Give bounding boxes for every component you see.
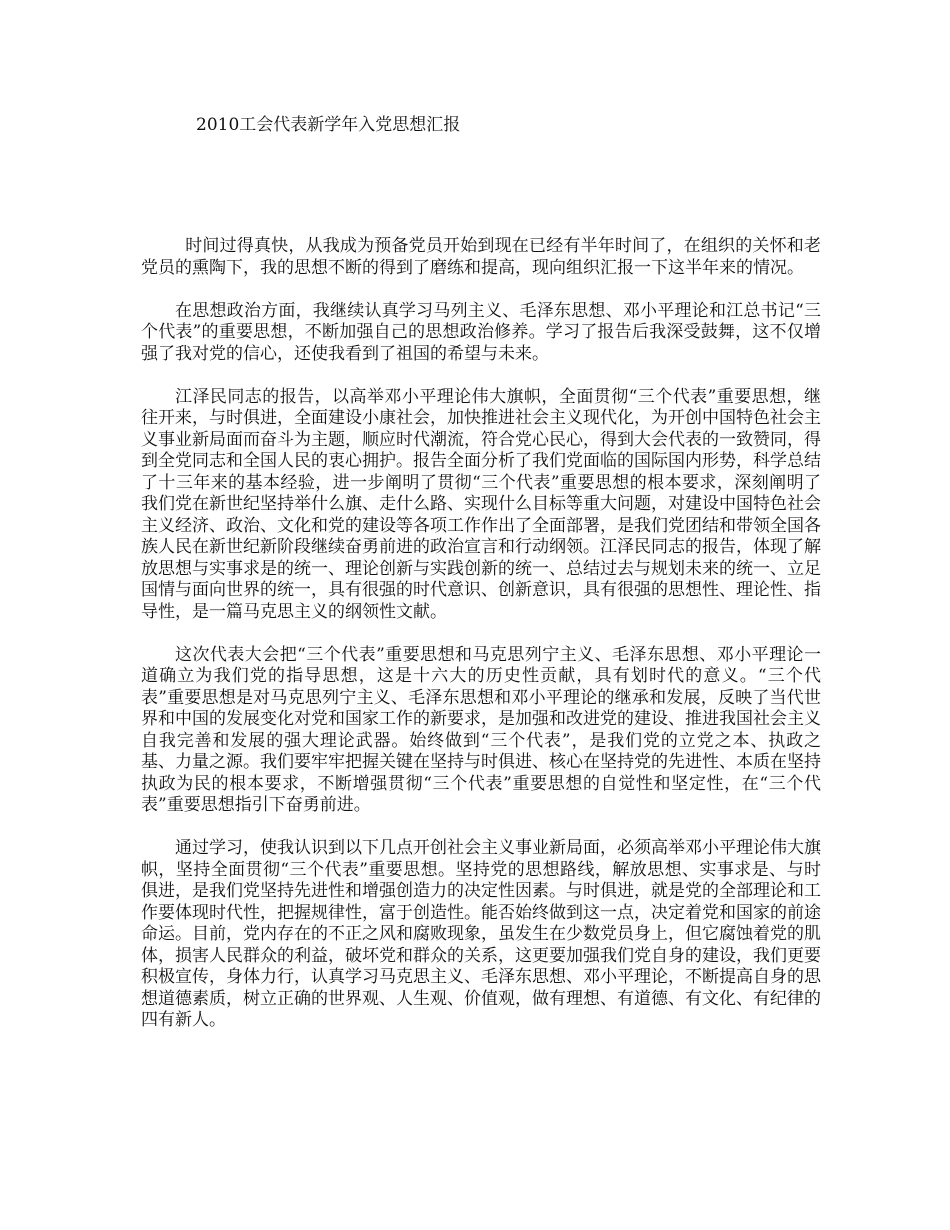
document-title: 2010工会代表新学年入党思想汇报	[196, 115, 461, 135]
paragraph-1: 时间过得真快，从我成为预备党员开始到现在已经有半年时间了，在组织的关怀和老党员的熏陶下，我的思想不断的得到了磨练和提高，现向组织汇报一下这半年来的情况。	[141, 236, 821, 278]
paragraph-3: 江泽民同志的报告，以高举邓小平理论伟大旗帜，全面贯彻“三个代表”重要思想，继往开来，与时俱进，全面建设小康社会，加快推进社会主义现代化，为开创中国特色社会主义事业新局面而奋斗为主题，顺应时代潮流，符合党心民心，得到大会代表的一致赞同，得到全党同志和全国人民的衷心拥护。报告全面分析了我们党面临的国际国内形势，科学总结了十三年来的基本经验，进一步阐明了贯彻“三个代表”重要思想的根本要求，深刻阐明了我们党在新世纪坚持举什么旗、走什么路、实现什么目标等重大问题，对建设中国特色社会主义经济、政治、文化和党的建设等各项工作作出了全面部署，是我们党团结和带领全国各族人民在新世纪新阶段继续奋勇前进的政治宣言和行动纲领。江泽民同志的报告，体现了解放思想与实事求是的统一、理论创新与实践创新的统一、总结过去与规划未来的统一、立足国情与面向世界的统一，具有很强的时代意识、创新意识，具有很强的思想性、理论性、指导性，是一篇马克思主义的纲领性文献。	[141, 386, 821, 622]
paragraph-5: 通过学习，使我认识到以下几点开创社会主义事业新局面，必须高举邓小平理论伟大旗帜，坚持全面贯彻“三个代表”重要思想。坚持党的思想路线，解放思想、实事求是、与时俱进，是我们党坚持先进性和增强创造力的决定性因素。与时俱进，就是党的全部理论和工作要体现时代性，把握规律性，富于创造性。能否始终做到这一点，决定着党和国家的前途命运。目前，党内存在的不正之风和腐败现象，虽发生在少数党员身上，但它腐蚀着党的肌体，损害人民群众的利益，破坏党和群众的关系，这更要加强我们党自身的建设，我们更要积极宣传，身体力行，认真学习马克思主义、毛泽东思想、邓小平理论，不断提高自身的思想道德素质，树立正确的世界观、人生观、价值观，做有理想、有道德、有文化、有纪律的四有新人。	[141, 838, 821, 1030]
paragraph-2: 在思想政治方面，我继续认真学习马列主义、毛泽东思想、邓小平理论和江总书记“三个代表”的重要思想，不断加强自己的思想政治修养。学习了报告后我深受鼓舞，这不仅增强了我对党的信心，还使我看到了祖国的希望与未来。	[141, 300, 821, 364]
document-body	[141, 236, 821, 1032]
paragraph-4: 这次代表大会把“三个代表”重要思想和马克思列宁主义、毛泽东思想、邓小平理论一道确立为我们党的指导思想，这是十六大的历史性贡献，具有划时代的意义。“三个代表”重要思想是对马克思列宁主义、毛泽东思想和邓小平理论的继承和发展，反映了当代世界和中国的发展变化对党和国家工作的新要求，是加强和改进党的建设、推进我国社会主义自我完善和发展的强大理论武器。始终做到“三个代表”，是我们党的立党之本、执政之基、力量之源。我们要牢牢把握关键在坚持与时俱进、核心在坚持党的先进性、本质在坚持执政为民的根本要求，不断增强贯彻“三个代表”重要思想的自觉性和坚定性，在“三个代表”重要思想指引下奋勇前进。	[141, 644, 821, 815]
